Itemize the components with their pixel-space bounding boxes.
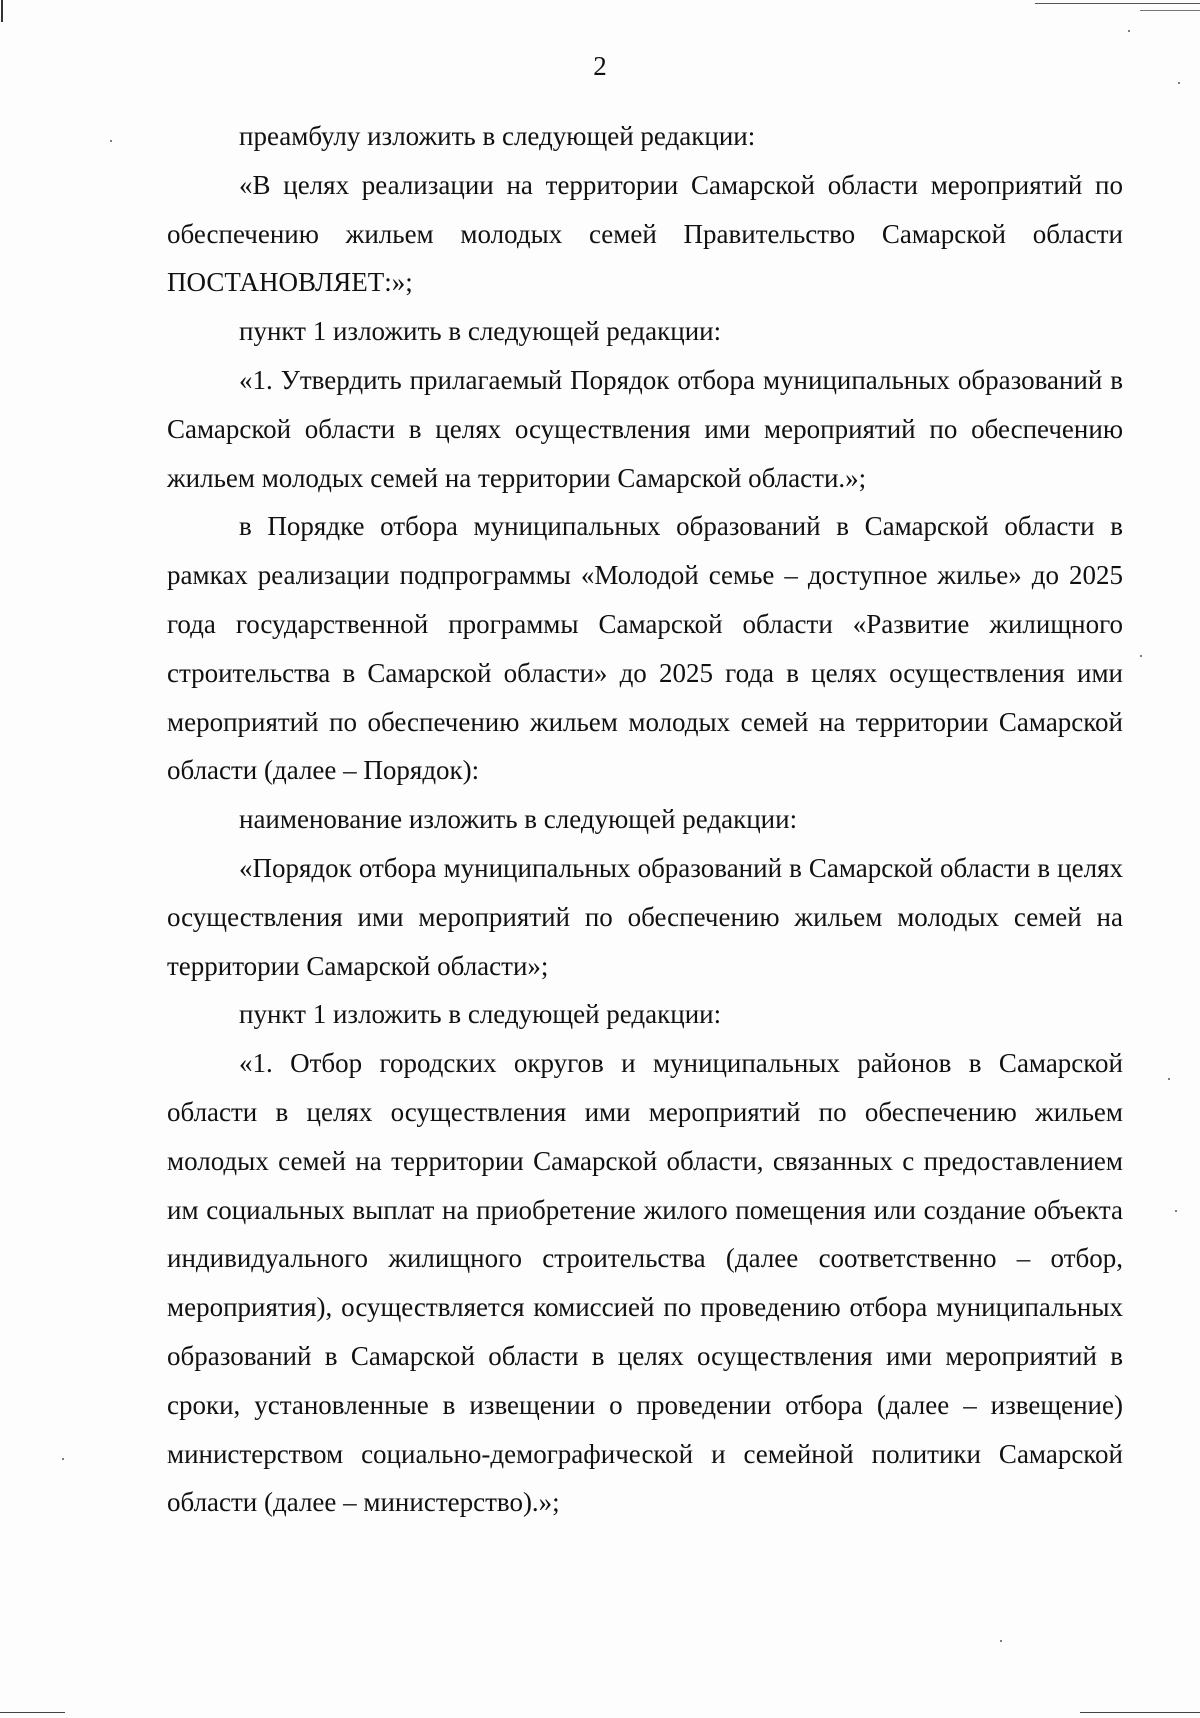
document-body <box>167 112 1123 1527</box>
scan-speck <box>1140 655 1142 657</box>
scan-edge-mark <box>1 0 3 22</box>
scan-speck <box>1175 1210 1177 1212</box>
scan-edge-mark <box>1080 1712 1200 1713</box>
scan-speck <box>1178 82 1180 84</box>
scan-edge-mark <box>0 1712 65 1713</box>
scan-edge-mark <box>1140 10 1200 11</box>
paragraph: в Порядке отбора муниципальных образований в Самарской области в рамках реализации подпрограммы «Молодой семье – доступное жилье» до 2025 года государственной программы Самарской области «Развитие жилищного строительства в Самарской области» до 2025 года в целях осуществления ими мероприятий по обеспечению жильем молодых семей на территории Самарской области (далее – Порядок): <box>167 511 1123 786</box>
paragraph: «1. Отбор городских округов и муниципальных районов в Самарской области в целях осуществления ими мероприятий по обеспечению жильем молодых семей на территории Самарской области, связанных с предоставлением им социальных выплат на приобретение жилого помещения или создание объекта индивидуального жилищного строительства (далее соответственно – отбор, мероприятия), осуществляется комиссией по проведению отбора муниципальных образований в Самарской области в целях осуществления ими мероприятий в сроки, установленные в извещении о проведении отбора (далее – извещение) министерством социально-демографической и семейной политики Самарской области (далее – министерство).»; <box>167 1048 1123 1518</box>
paragraph: наименование изложить в следующей редакции: <box>239 804 798 835</box>
paragraph: «Порядок отбора муниципальных образований в Самарской области в целях осуществления ими мероприятий по обеспечению жильем молодых семей на территории Самарской области»; <box>167 852 1123 981</box>
paragraph: «1. Утвердить прилагаемый Порядок отбора муниципальных образований в Самарской области в целях осуществления ими мероприятий по обеспечению жильем молодых семей на территории Самарской области.»; <box>167 364 1123 493</box>
scan-speck <box>1128 30 1130 32</box>
scan-speck <box>1000 1640 1002 1642</box>
scan-speck <box>1168 1078 1170 1080</box>
scan-speck <box>110 140 112 142</box>
page-number: 2 <box>593 51 607 81</box>
paragraph: преамбулу изложить в следующей редакции: <box>239 121 756 151</box>
paragraph: «В целях реализации на территории Самарской области мероприятий по обеспечению жильем молодых семей Правительство Самарской области ПОСТАНОВЛЯЕТ:»; <box>167 169 1123 298</box>
paragraph: пункт 1 изложить в следующей редакции: <box>239 999 722 1030</box>
paragraph: пункт 1 изложить в следующей редакции: <box>239 316 722 347</box>
scan-speck <box>62 1458 64 1460</box>
scan-edge-mark <box>1035 3 1200 4</box>
